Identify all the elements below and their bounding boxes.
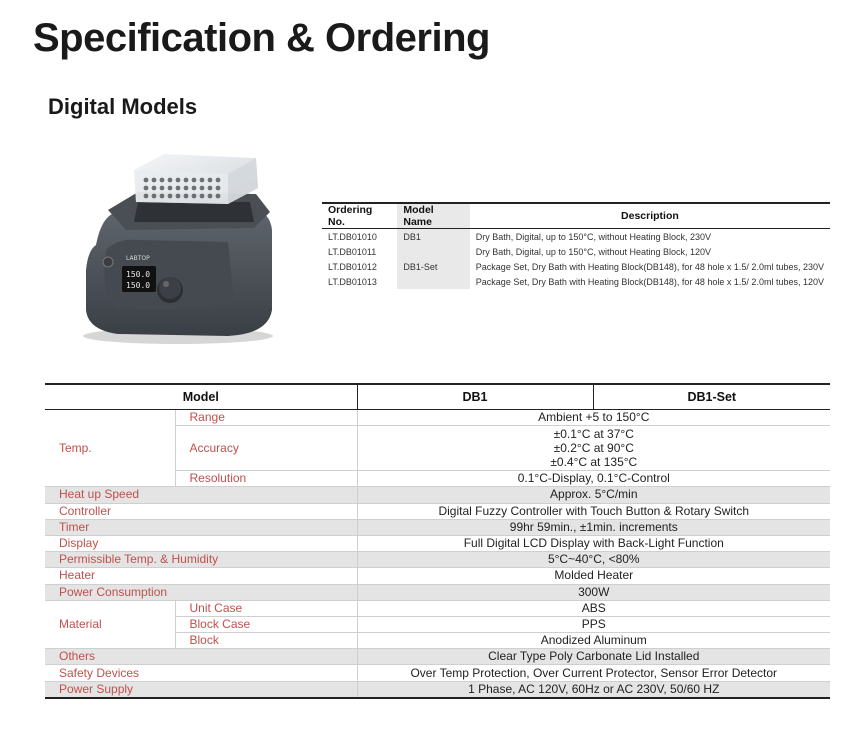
block-case-value: PPS bbox=[357, 616, 830, 632]
specification-table bbox=[45, 383, 830, 699]
description-header: Description bbox=[470, 203, 830, 229]
power-consumption-value: 300W bbox=[357, 584, 830, 600]
page-title: Specification & Ordering bbox=[33, 16, 490, 60]
display-value: Full Digital LCD Display with Back-Light Function bbox=[357, 535, 830, 551]
model-name-header: Model Name bbox=[397, 203, 469, 229]
range-value: Ambient +5 to 150°C bbox=[357, 410, 830, 426]
table-row bbox=[45, 584, 830, 600]
accuracy-line: ±0.4°C at 135°C bbox=[550, 455, 638, 470]
range-label: Range bbox=[175, 410, 357, 426]
heatup-value: Approx. 5°C/min bbox=[357, 487, 830, 503]
controller-value: Digital Fuzzy Controller with Touch Button & Rotary Switch bbox=[357, 503, 830, 519]
section-title: Digital Models bbox=[48, 94, 198, 119]
heater-value: Molded Heater bbox=[357, 568, 830, 584]
permissible-label: Permissible Temp. & Humidity bbox=[45, 552, 357, 568]
heater-label: Heater bbox=[45, 568, 357, 584]
table-row bbox=[322, 229, 830, 245]
accuracy-label: Accuracy bbox=[175, 426, 357, 471]
power-supply-label: Power Supply bbox=[45, 681, 357, 698]
power-consumption-label: Power Consumption bbox=[45, 584, 357, 600]
power-supply-value: 1 Phase, AC 120V, 60Hz or AC 230V, 50/60 HZ bbox=[357, 681, 830, 698]
ordering-no: LT.DB01012 bbox=[328, 261, 377, 272]
model-name: DB1-Set bbox=[397, 259, 469, 274]
brand-logo: LABTOP bbox=[126, 255, 150, 262]
unit-case-label: Unit Case bbox=[175, 600, 357, 616]
ordering-no: LT.DB01011 bbox=[328, 246, 377, 257]
table-row bbox=[45, 649, 830, 665]
block-label: Block bbox=[175, 633, 357, 649]
table-row bbox=[45, 410, 830, 426]
accuracy-value bbox=[357, 426, 830, 471]
ordering-table bbox=[322, 202, 830, 289]
others-value: Clear Type Poly Carbonate Lid Installed bbox=[357, 649, 830, 665]
accuracy-line: ±0.1°C at 37°C bbox=[553, 427, 634, 442]
temp-label: Temp. bbox=[45, 410, 175, 487]
display-label: Display bbox=[45, 535, 357, 551]
ordering-no: LT.DB01010 bbox=[328, 231, 377, 242]
timer-value: 99hr 59min., ±1min. increments bbox=[357, 519, 830, 535]
timer-label: Timer bbox=[45, 519, 357, 535]
resolution-value: 0.1°C-Display, 0.1°C-Control bbox=[357, 471, 830, 487]
description: Package Set, Dry Bath with Heating Block(DB148), for 48 hole x 1.5/ 2.0ml tubes, 120V bbox=[475, 276, 824, 287]
table-row bbox=[45, 568, 830, 584]
display-line1: 150.0 bbox=[126, 270, 151, 279]
accuracy-line: ±0.2°C at 90°C bbox=[553, 441, 634, 456]
ordering-no: LT.DB01013 bbox=[328, 276, 377, 287]
table-row bbox=[322, 259, 830, 274]
table-row bbox=[322, 274, 830, 289]
resolution-label: Resolution bbox=[175, 471, 357, 487]
table-row bbox=[45, 503, 830, 519]
model-header: Model bbox=[45, 384, 357, 410]
safety-label: Safety Devices bbox=[45, 665, 357, 681]
table-row bbox=[45, 487, 830, 503]
block-value: Anodized Aluminum bbox=[357, 633, 830, 649]
heatup-label: Heat up Speed bbox=[45, 487, 357, 503]
db1-set-header: DB1-Set bbox=[593, 384, 830, 410]
display-line2: 150.0 bbox=[126, 281, 151, 290]
table-row bbox=[45, 535, 830, 551]
description: Dry Bath, Digital, up to 150°C, without Heating Block, 120V bbox=[475, 246, 712, 257]
table-row bbox=[45, 600, 830, 616]
table-row bbox=[322, 244, 830, 259]
table-row bbox=[45, 681, 830, 698]
safety-value: Over Temp Protection, Over Current Protector, Sensor Error Detector bbox=[357, 665, 830, 681]
db1-header: DB1 bbox=[357, 384, 593, 410]
permissible-value: 5°C~40°C, <80% bbox=[357, 552, 830, 568]
product-image bbox=[78, 150, 278, 345]
description: Dry Bath, Digital, up to 150°C, without Heating Block, 230V bbox=[475, 231, 712, 242]
table-row bbox=[45, 552, 830, 568]
model-name bbox=[397, 274, 469, 289]
table-row bbox=[45, 519, 830, 535]
material-label: Material bbox=[45, 600, 175, 649]
ordering-no-header: Ordering No. bbox=[322, 203, 397, 229]
table-row bbox=[45, 665, 830, 681]
controller-label: Controller bbox=[45, 503, 357, 519]
model-name bbox=[397, 244, 469, 259]
block-case-label: Block Case bbox=[175, 616, 357, 632]
model-name: DB1 bbox=[397, 229, 469, 245]
others-label: Others bbox=[45, 649, 357, 665]
description: Package Set, Dry Bath with Heating Block(DB148), for 48 hole x 1.5/ 2.0ml tubes, 230V bbox=[475, 261, 824, 272]
unit-case-value: ABS bbox=[357, 600, 830, 616]
